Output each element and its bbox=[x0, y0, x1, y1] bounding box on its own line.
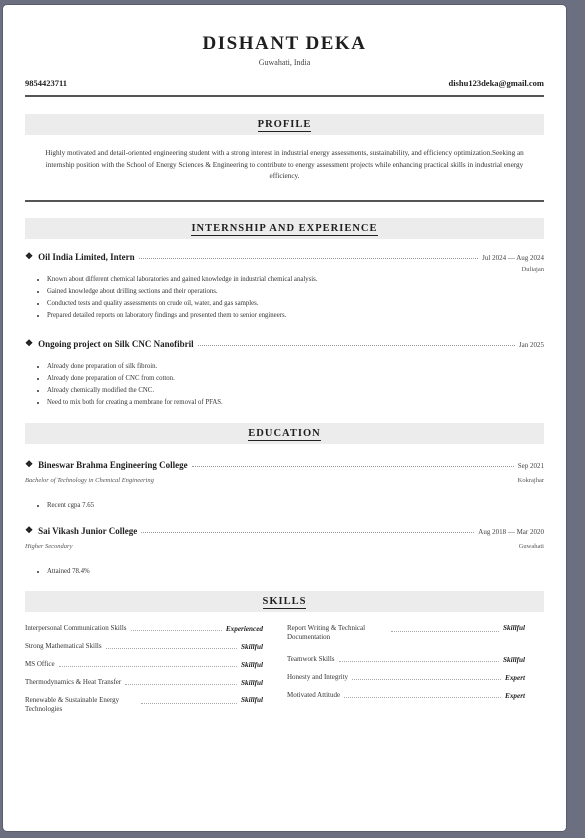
resume-content bbox=[25, 5, 544, 831]
list-item: • Gained knowledge about drilling sections and their operations. bbox=[47, 286, 544, 298]
experience-entry-title bbox=[25, 251, 544, 262]
header-divider bbox=[25, 95, 544, 97]
list-item: • Known about different chemical laboratories and gained knowledge in industrial chemical analysis. bbox=[47, 274, 544, 286]
diamond-bullet-icon: ❖ bbox=[25, 338, 34, 348]
dot-leader bbox=[141, 532, 474, 533]
skill-row bbox=[287, 624, 525, 642]
project-bullets bbox=[35, 361, 544, 409]
entry-title-text: Bineswar Brahma Engineering College bbox=[38, 460, 188, 470]
education-entry-subline bbox=[25, 477, 544, 484]
list-item: • Need to mix both for creating a membrane for removal of PFAS. bbox=[47, 397, 544, 409]
profile-heading-text: PROFILE bbox=[257, 119, 312, 130]
degree-name: Higher Secondary bbox=[25, 543, 73, 550]
dot-leader bbox=[344, 697, 501, 698]
skills-right-column bbox=[287, 624, 525, 714]
dot-leader bbox=[391, 631, 499, 632]
experience-section-heading bbox=[25, 218, 544, 239]
dot-leader bbox=[192, 466, 514, 467]
profile-divider bbox=[25, 200, 544, 202]
dot-leader bbox=[131, 630, 222, 631]
skill-level: Skillful bbox=[241, 679, 263, 687]
entry-title-text: Oil India Limited, Intern bbox=[38, 252, 135, 262]
experience-bullets bbox=[35, 274, 544, 322]
education-section-heading bbox=[25, 423, 544, 444]
profile-summary: Highly motivated and detail-oriented engineering student with a strong interest in industrial energy assessments, sustainability, and efficiency optimization.Seeking an internship position with the School of Energy Sciences & Engineering to contribute to energy assessment projects while enhancing practical skills in industrial energy efficiency. bbox=[45, 149, 524, 180]
dot-leader bbox=[139, 258, 479, 259]
dot-leader bbox=[352, 679, 501, 680]
skill-row bbox=[287, 655, 525, 664]
skill-level: Skillful bbox=[241, 661, 263, 669]
dot-leader bbox=[59, 666, 237, 667]
skill-row bbox=[25, 624, 263, 633]
skill-row bbox=[25, 660, 263, 669]
phone-number: 9854423711 bbox=[25, 78, 68, 88]
skill-level: Experienced bbox=[225, 625, 263, 633]
candidate-location: Guwahati, India bbox=[258, 58, 311, 67]
education-entry-subline bbox=[25, 543, 544, 550]
skill-name: Motivated Attitude bbox=[287, 691, 341, 699]
list-item: • Attained 78.4% bbox=[47, 566, 544, 578]
entry-date: Aug 2018 — Mar 2020 bbox=[478, 528, 544, 536]
skill-name: Interpersonal Communication Skills bbox=[25, 624, 127, 632]
skill-row bbox=[287, 691, 525, 700]
skill-row bbox=[25, 696, 263, 714]
education-entry-title bbox=[25, 459, 544, 470]
skill-row bbox=[287, 673, 525, 682]
list-item: • Already done preparation of CNC from cotton. bbox=[47, 373, 544, 385]
entry-date: Jul 2024 — Aug 2024 bbox=[482, 254, 544, 262]
entry-title-text: Sai Vikash Junior College bbox=[38, 526, 138, 536]
skill-row bbox=[25, 678, 263, 687]
skill-level: Skillful bbox=[503, 624, 525, 632]
list-item: • Prepared detailed reports on laboratory findings and presented them to senior engineers. bbox=[47, 310, 544, 322]
skill-name: Honesty and Integrity bbox=[287, 673, 349, 681]
diamond-bullet-icon: ❖ bbox=[25, 459, 34, 469]
list-item: • Already done preparation of silk fibroin. bbox=[47, 361, 544, 373]
education-bullets bbox=[35, 500, 544, 512]
dot-leader bbox=[125, 684, 237, 685]
skill-name: Renewable & Sustainable Energy Technologies bbox=[25, 696, 120, 713]
diamond-bullet-icon: ❖ bbox=[25, 251, 34, 261]
skill-name: MS Office bbox=[25, 660, 55, 668]
skill-level: Skillful bbox=[241, 696, 263, 704]
profile-section-heading bbox=[25, 114, 544, 135]
education-entry-title bbox=[25, 525, 544, 536]
entry-title-text: Ongoing project on Silk CNC Nanofibril bbox=[38, 339, 194, 349]
skill-level: Skillful bbox=[503, 656, 525, 664]
skills-section-heading bbox=[25, 591, 544, 612]
dot-leader bbox=[141, 703, 237, 704]
diamond-bullet-icon: ❖ bbox=[25, 525, 34, 535]
entry-location: Kokrajhar bbox=[517, 477, 544, 484]
education-bullets bbox=[35, 566, 544, 578]
list-item: • Recent cgpa 7.65 bbox=[47, 500, 544, 512]
dot-leader bbox=[106, 648, 237, 649]
experience-heading-text: INTERNSHIP AND EXPERIENCE bbox=[191, 223, 378, 234]
dot-leader bbox=[198, 345, 515, 346]
list-item: • Conducted tests and quality assessments on crude oil, water, and gas samples. bbox=[47, 298, 544, 310]
skill-name: Report Writing & Technical Documentation bbox=[287, 624, 366, 641]
skill-level: Skillful bbox=[241, 643, 263, 651]
candidate-name: DISHANT DEKA bbox=[202, 33, 367, 54]
entry-location: Guwahati bbox=[518, 543, 544, 550]
skill-name: Thermodynamics & Heat Transfer bbox=[25, 678, 122, 686]
entry-date: Sep 2021 bbox=[517, 462, 544, 470]
skill-name: Strong Mathematical Skills bbox=[25, 642, 102, 650]
entry-location: Duliajan bbox=[521, 266, 544, 273]
skill-level: Expert bbox=[505, 674, 525, 682]
email-address: dishu123deka@gmail.com bbox=[448, 78, 544, 88]
skill-level: Expert bbox=[505, 692, 525, 700]
skill-row bbox=[25, 642, 263, 651]
skills-heading-text: SKILLS bbox=[262, 596, 307, 607]
experience-entry-title bbox=[25, 338, 544, 349]
resume-page bbox=[3, 5, 566, 831]
dot-leader bbox=[339, 661, 499, 662]
skill-name: Teamwork Skills bbox=[287, 655, 335, 663]
list-item: • Already chemically modified the CNC. bbox=[47, 385, 544, 397]
skills-left-column bbox=[25, 624, 263, 734]
entry-date: Jan 2025 bbox=[518, 341, 544, 349]
education-heading-text: EDUCATION bbox=[248, 428, 321, 439]
degree-name: Bachelor of Technology in Chemical Engineering bbox=[25, 477, 154, 484]
